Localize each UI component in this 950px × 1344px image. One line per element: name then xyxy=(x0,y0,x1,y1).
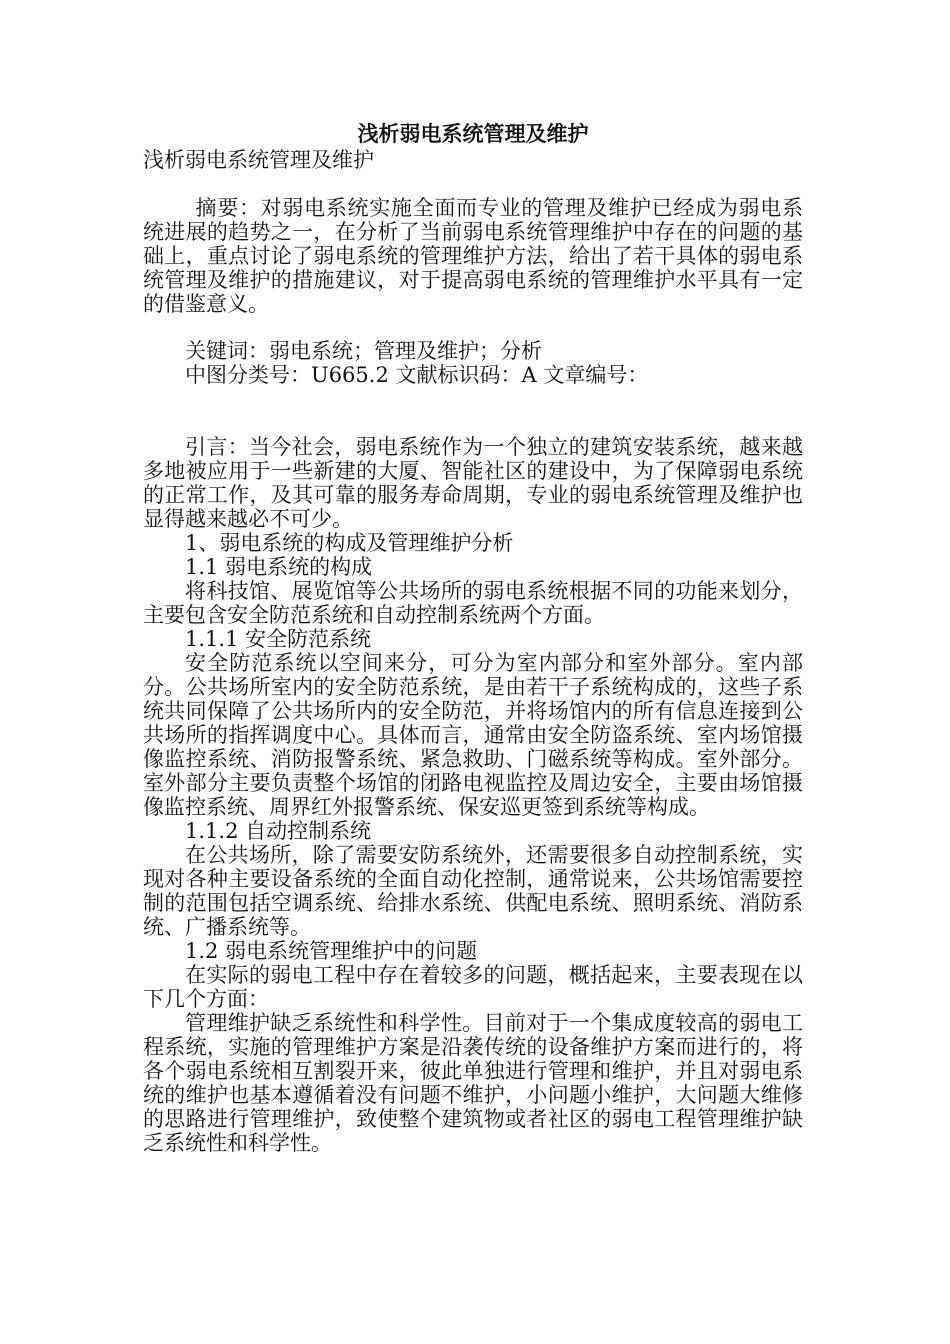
spacer xyxy=(143,316,803,339)
abstract-paragraph: 摘要：对弱电系统实施全面而专业的管理及维护已经成为弱电系统进展的趋势之一，在分析了当前弱电系统管理维护中存在的问题的基础上，重点讨论了弱电系统的管理维护方法，给出了若干具体的弱电系统管理及维护的措施建议，对于提高弱电系统的管理维护水平具有一定的借鉴意义。 xyxy=(143,196,803,316)
paragraph-1-2-a: 管理维护缺乏系统性和科学性。目前对于一个集成度较高的弱电工程系统，实施的管理维护方案是沿袭传统的设备维护方案而进行的，将各个弱电系统相互割裂开来，彼此单独进行管理和维护，并且对弱电系统的维护也基本遵循着没有问题不维护，小问题小维护，大问题大维修的思路进行管理维护，致使整个建筑物或者社区的弱电工程管理维护缺乏系统性和科学性。 xyxy=(143,1011,803,1155)
section-heading-1-1: 1.1 弱电系统的构成 xyxy=(185,555,373,579)
paragraph-1-1: 将科技馆、展览馆等公共场所的弱电系统根据不同的功能来划分，主要包含安全防范系统和自动控制系统两个方面。 xyxy=(143,579,803,627)
paragraph-1-1-2: 在公共场所，除了需要安防系统外，还需要很多自动控制系统，实现对各种主要设备系统的全面自动化控制，通常说来，公共场馆需要控制的范围包括空调系统、给排水系统、供配电系统、照明系统、消防系统、广播系统等。 xyxy=(143,843,803,939)
document-page xyxy=(143,122,803,1155)
section-heading-1: 1、弱电系统的构成及管理维护分析 xyxy=(185,531,514,555)
spacer xyxy=(143,172,803,196)
section-heading-1-2: 1.2 弱电系统管理维护中的问题 xyxy=(185,939,478,963)
section-heading-1-1-1: 1.1.1 安全防范系统 xyxy=(185,627,372,651)
intro-paragraph: 引言：当今社会，弱电系统作为一个独立的建筑安装系统，越来越多地被应用于一些新建的大厦、智能社区的建设中，为了保障弱电系统的正常工作，及其可靠的服务寿命周期，专业的弱电系统管理及维护也显得越来越必不可少。 xyxy=(143,435,803,531)
paragraph-1-2: 在实际的弱电工程中存在着较多的问题，概括起来，主要表现在以下几个方面： xyxy=(143,963,803,1011)
document-subtitle: 浅析弱电系统管理及维护 xyxy=(143,148,374,172)
document-title: 浅析弱电系统管理及维护 xyxy=(357,121,589,146)
keywords-line: 关键词：弱电系统；管理及维护；分析 xyxy=(185,339,542,363)
classification-line: 中图分类号：U665.2 文献标识码：A 文章编号： xyxy=(185,363,649,387)
spacer xyxy=(143,387,803,435)
paragraph-1-1-1: 安全防范系统以空间来分，可分为室内部分和室外部分。室内部分。公共场所室内的安全防范系统，是由若干子系统构成的，这些子系统共同保障了公共场所内的安全防范，并将场馆内的所有信息连接到公共场所的指挥调度中心。具体而言，通常由安全防盗系统、室内场馆摄像监控系统、消防报警系统、紧急救助、门磁系统等构成。室外部分。室外部分主要负责整个场馆的闭路电视监控及周边安全，主要由场馆摄像监控系统、周界红外报警系统、保安巡更签到系统等构成。 xyxy=(143,651,803,819)
section-heading-1-1-2: 1.1.2 自动控制系统 xyxy=(185,819,372,843)
